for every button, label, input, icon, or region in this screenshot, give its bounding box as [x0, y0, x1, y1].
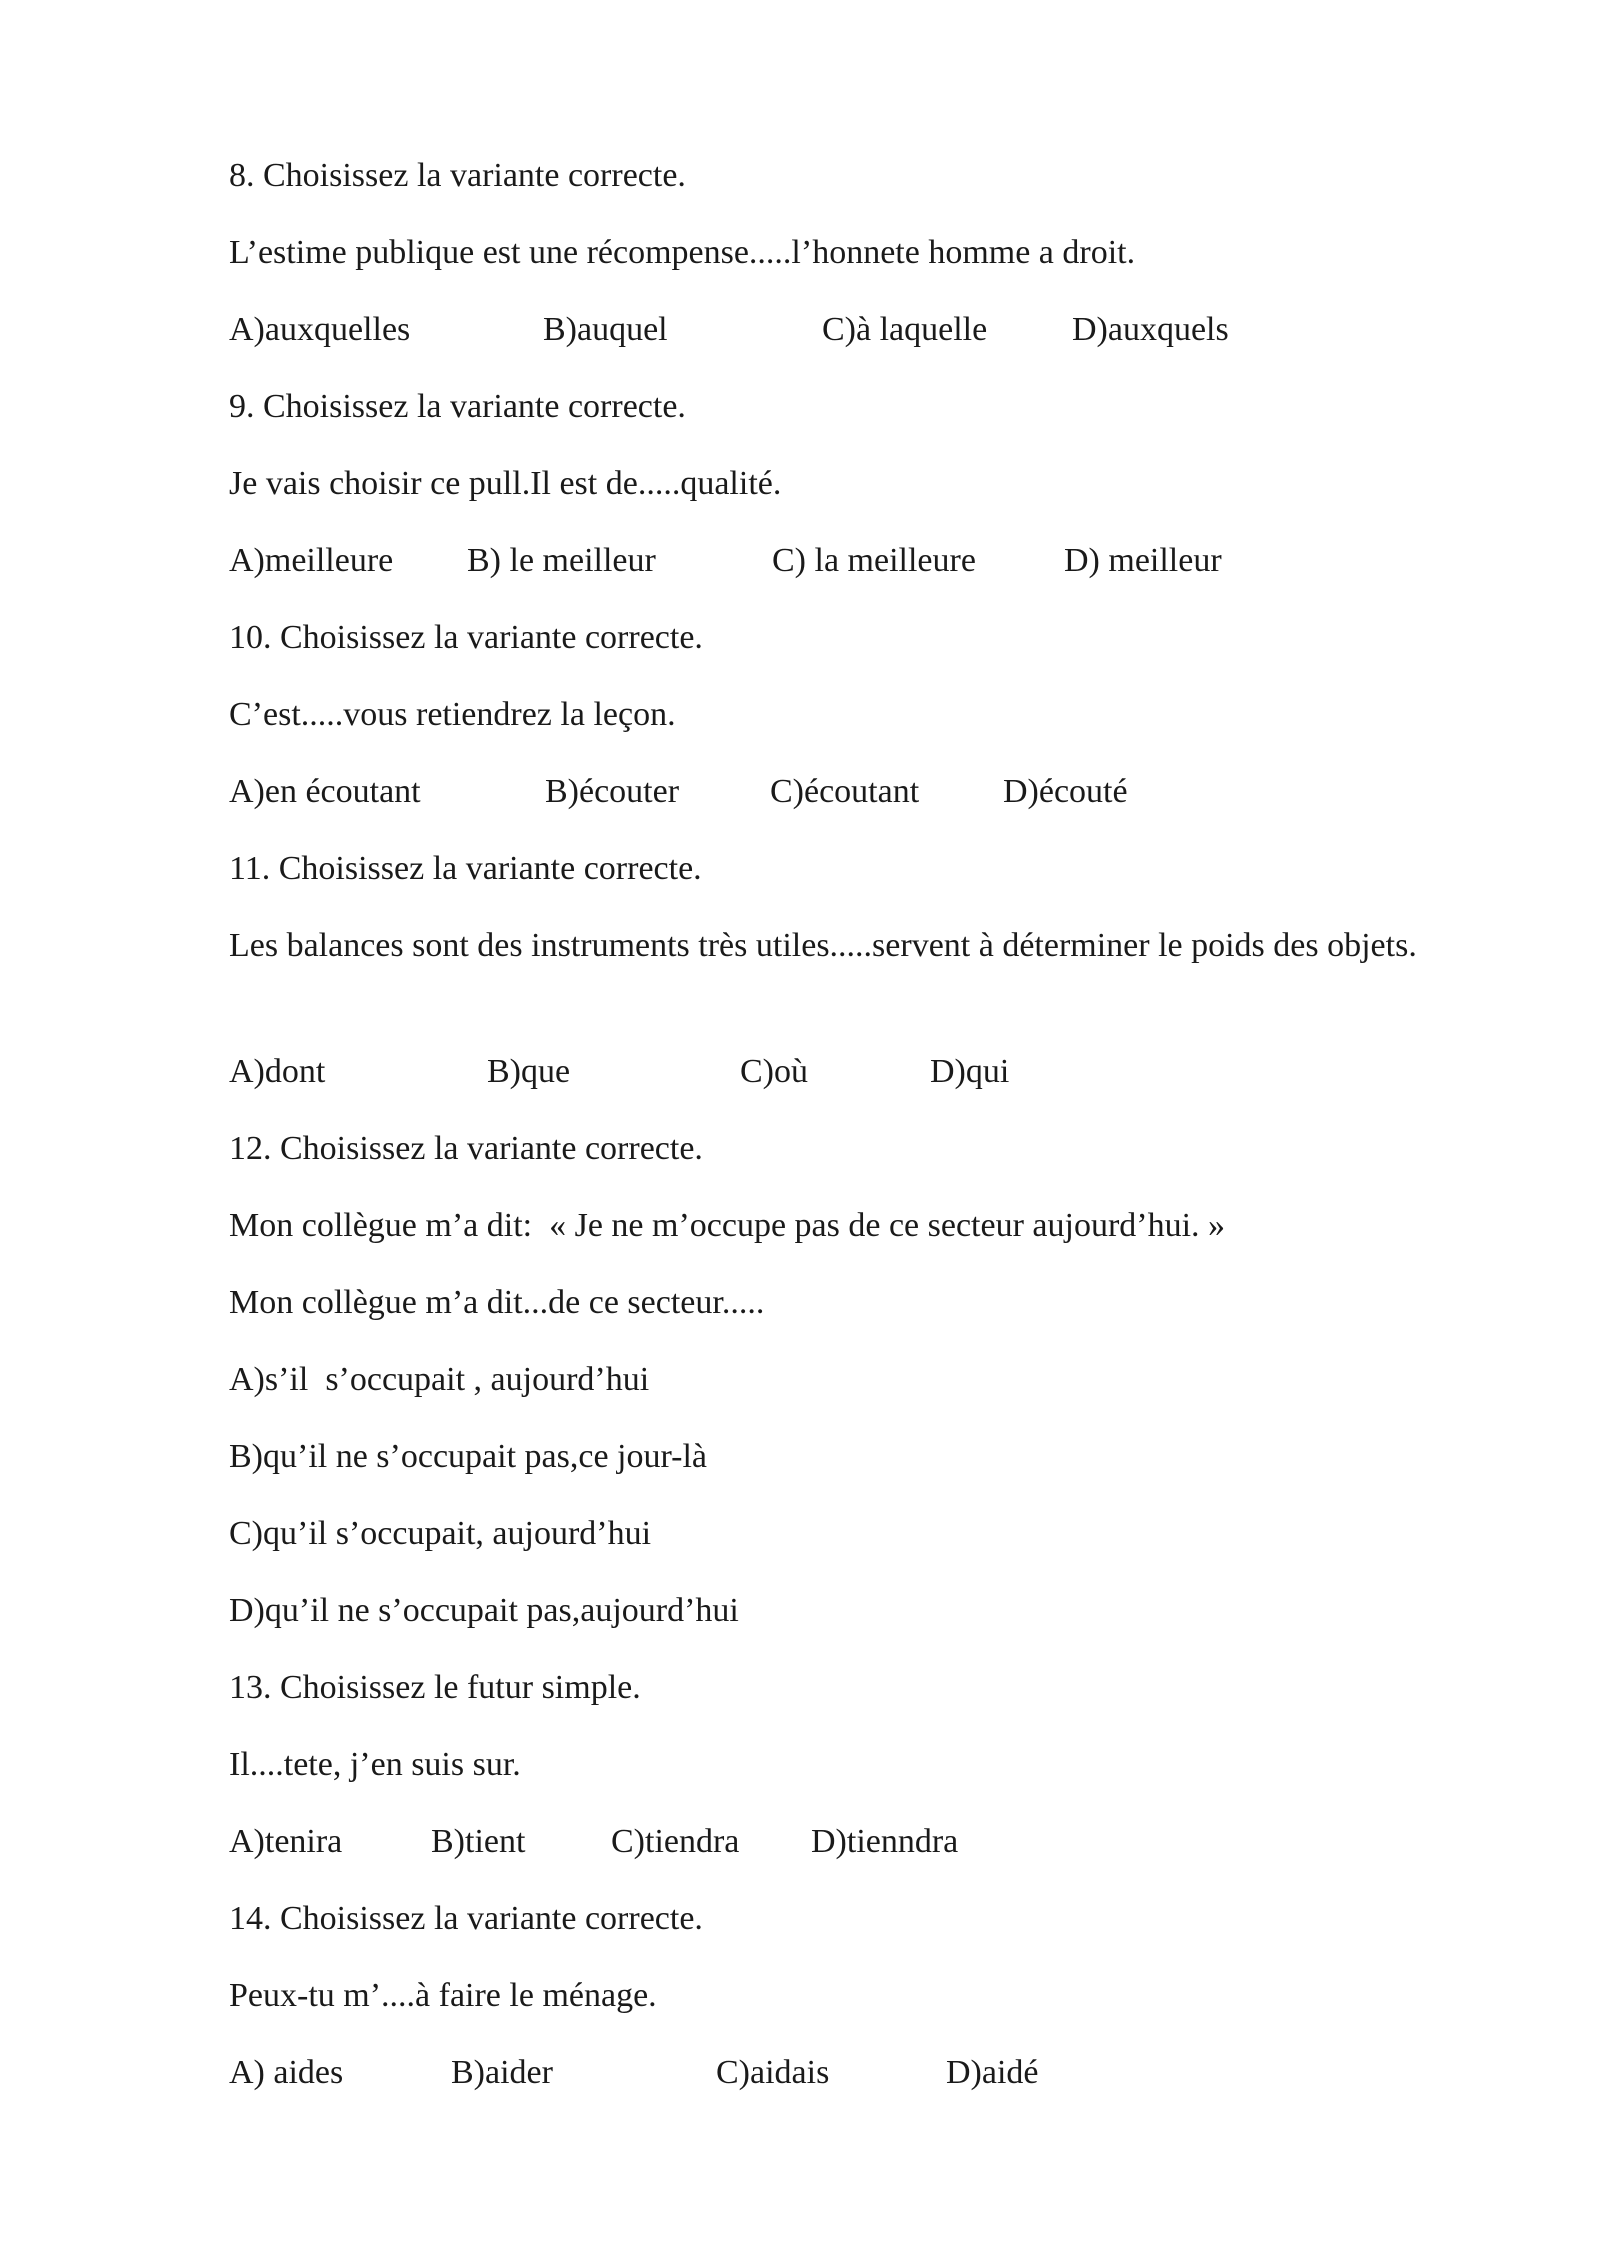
question-11-option-c[interactable]: C)où: [740, 1053, 808, 1090]
question-number: 14.: [229, 1900, 272, 1937]
question-12-direct-speech: Mon collègue m’a dit: « Je ne m’occupe pas de ce secteur aujourd’hui. »: [229, 1207, 1226, 1244]
question-9-option-c[interactable]: C) la meilleure: [772, 542, 976, 579]
question-9-option-d[interactable]: D) meilleur: [1064, 542, 1222, 579]
question-instruction: Choisissez la variante correcte.: [280, 1130, 703, 1167]
question-8-option-d[interactable]: D)auxquels: [1072, 311, 1229, 348]
question-12-option-d[interactable]: D)qu’il ne s’occupait pas,aujourd’hui: [229, 1592, 739, 1629]
question-instruction: Choisissez la variante correcte.: [263, 388, 686, 425]
question-9-sentence: Je vais choisir ce pull.Il est de.....qualité.: [229, 465, 782, 502]
question-12-option-b[interactable]: B)qu’il ne s’occupait pas,ce jour-là: [229, 1438, 707, 1475]
question-12-option-c[interactable]: C)qu’il s’occupait, aujourd’hui: [229, 1515, 652, 1552]
question-instruction: Choisissez la variante correcte.: [280, 619, 703, 656]
question-8-sentence: L’estime publique est une récompense.....l’honnete homme a droit.: [229, 234, 1136, 271]
question-11-option-a[interactable]: A)dont: [229, 1053, 326, 1090]
question-14-option-a[interactable]: A) aides: [229, 2054, 344, 2091]
question-8-option-b[interactable]: B)auquel: [543, 311, 668, 348]
question-instruction: Choisissez la variante correcte.: [278, 850, 702, 887]
question-number: 8.: [229, 157, 255, 194]
question-10-sentence: C’est.....vous retiendrez la leçon.: [229, 696, 676, 733]
question-number: 9.: [229, 388, 255, 425]
question-13-option-b[interactable]: B)tient: [431, 1823, 526, 1860]
question-12-indirect-speech: Mon collègue m’a dit...de ce secteur.....: [229, 1284, 765, 1321]
question-9-option-a[interactable]: A)meilleure: [229, 542, 394, 579]
question-13-sentence: Il....tete, j’en suis sur.: [229, 1746, 521, 1783]
question-10-option-a[interactable]: A)en écoutant: [229, 773, 421, 810]
question-12-heading: [229, 1124, 703, 1173]
question-13-option-d[interactable]: D)tienndra: [811, 1823, 959, 1860]
question-instruction: Choisissez la variante correcte.: [280, 1900, 703, 1937]
question-instruction: Choisissez la variante correcte.: [263, 157, 686, 194]
question-10-heading: [229, 613, 703, 662]
question-11-heading: [229, 844, 702, 893]
question-number: 13.: [229, 1669, 272, 1706]
question-14-sentence: Peux-tu m’....à faire le ménage.: [229, 1977, 657, 2014]
question-9-heading: [229, 382, 686, 431]
question-14-heading: [229, 1894, 703, 1943]
question-8-heading: [229, 151, 686, 200]
question-10-option-c[interactable]: C)écoutant: [770, 773, 920, 810]
question-11-sentence: Les balances sont des instruments très utiles.....servent à déterminer le poids des objets.: [229, 927, 1417, 964]
question-number: 10.: [229, 619, 272, 656]
question-9-option-b[interactable]: B) le meilleur: [467, 542, 656, 579]
question-number: 12.: [229, 1130, 272, 1167]
question-8-option-c[interactable]: C)à laquelle: [822, 311, 988, 348]
question-13-option-a[interactable]: A)tenira: [229, 1823, 343, 1860]
question-12-option-a[interactable]: A)s’il s’occupait , aujourd’hui: [229, 1361, 650, 1398]
question-instruction: Choisissez le futur simple.: [280, 1669, 641, 1706]
question-14-option-d[interactable]: D)aidé: [946, 2054, 1039, 2091]
question-10-option-b[interactable]: B)écouter: [545, 773, 680, 810]
question-11-option-d[interactable]: D)qui: [930, 1053, 1010, 1090]
question-14-option-c[interactable]: C)aidais: [716, 2054, 830, 2091]
question-13-heading: [229, 1663, 641, 1712]
question-8-option-a[interactable]: A)auxquelles: [229, 311, 411, 348]
question-10-option-d[interactable]: D)écouté: [1003, 773, 1128, 810]
question-14-option-b[interactable]: B)aider: [451, 2054, 553, 2091]
question-11-option-b[interactable]: B)que: [487, 1053, 571, 1090]
question-number: 11.: [229, 850, 271, 887]
question-13-option-c[interactable]: C)tiendra: [611, 1823, 740, 1860]
